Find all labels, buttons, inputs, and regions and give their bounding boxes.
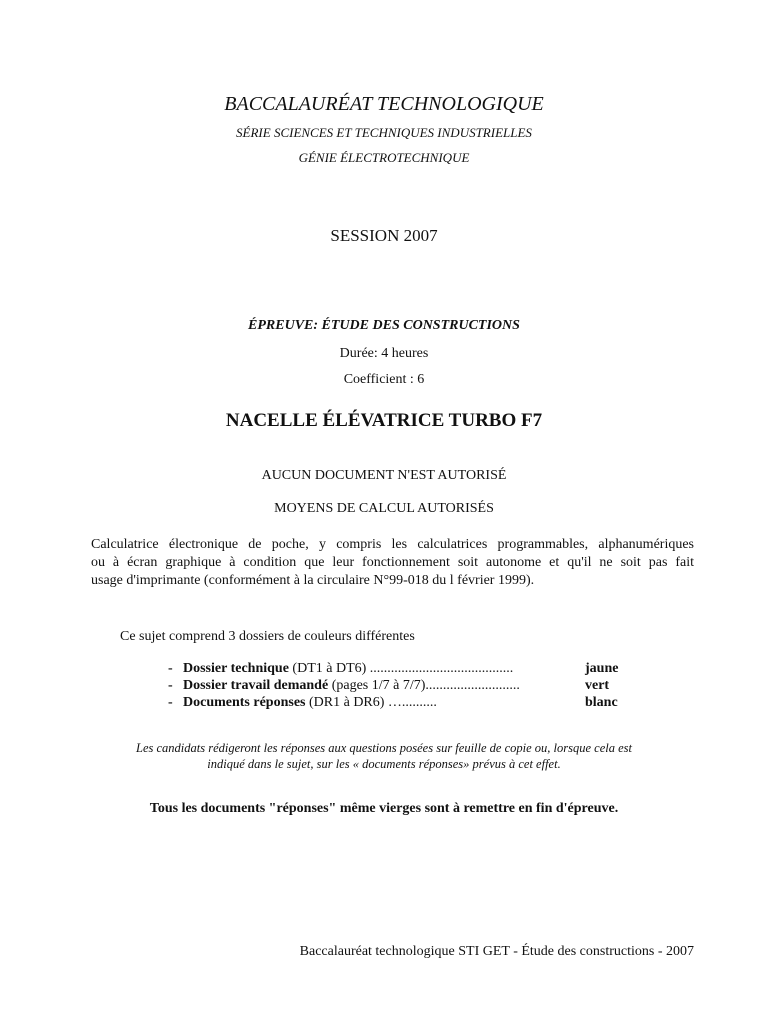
exam-serie: SÉRIE SCIENCES ET TECHNIQUES INDUSTRIELLES xyxy=(236,125,532,140)
calculator-line: Calculatrice électronique de poche, y compris les calculatrices programmables, alphanumériques xyxy=(91,537,694,552)
duree-label: Durée: 4 heures xyxy=(339,346,429,361)
dossier-detail: (DR1 à DR6) ….......... xyxy=(305,695,437,710)
dossiers-list xyxy=(168,661,668,712)
calculator-line: usage d'imprimante (conformément à la circulaire N°99-018 du l février 1999). xyxy=(91,573,535,588)
dossier-color: jaune xyxy=(585,661,619,676)
list-item xyxy=(168,695,668,712)
dossier-name: Documents réponses xyxy=(183,695,306,710)
dossier-detail: (DT1 à DT6) ......................................... xyxy=(288,661,514,676)
session-label: SESSION 2007 xyxy=(330,226,438,245)
dossier-color: vert xyxy=(585,678,610,693)
dossiers-intro: Ce sujet comprend 3 dossiers de couleurs différentes xyxy=(120,629,415,644)
list-dash: - xyxy=(168,678,173,693)
exam-title: BACCALAURÉAT TECHNOLOGIQUE xyxy=(224,93,544,115)
list-item xyxy=(168,678,668,695)
coefficient-label: Coefficient : 6 xyxy=(343,372,425,387)
dossier-detail: (pages 1/7 à 7/7)........................... xyxy=(328,678,520,693)
dossier-color: blanc xyxy=(585,695,618,710)
list-dash: - xyxy=(168,661,173,676)
return-documents-notice: Tous les documents "réponses" même vierges sont à remettre en fin d'épreuve. xyxy=(149,801,619,816)
dossier-label xyxy=(183,695,437,711)
dossier-name: Dossier travail demandé xyxy=(183,678,329,693)
calc-means-heading: MOYENS DE CALCUL AUTORISÉS xyxy=(274,501,494,516)
dossier-label xyxy=(183,661,513,677)
epreuve-title: ÉPREUVE: ÉTUDE DES CONSTRUCTIONS xyxy=(248,318,520,333)
no-document-rule: AUCUN DOCUMENT N'EST AUTORISÉ xyxy=(261,468,507,483)
dossier-name: Dossier technique xyxy=(183,661,289,676)
subject-title: NACELLE ÉLÉVATRICE TURBO F7 xyxy=(225,410,543,431)
dossier-label xyxy=(183,678,520,694)
page-footer: Baccalauréat technologique STI GET - Étude des constructions - 2007 xyxy=(299,944,694,959)
list-dash: - xyxy=(168,695,173,710)
calculator-paragraph xyxy=(91,536,694,590)
instruction-line: indiqué dans le sujet, sur les « documents réponses» prévus à cet effet. xyxy=(207,757,561,771)
instruction-line: Les candidats rédigeront les réponses aux questions posées sur feuille de copie ou, lorsque cela est xyxy=(136,741,632,755)
calculator-line: ou à écran graphique à condition que leur fonctionnement soit autonome et qu'il ne soit pas fait xyxy=(91,555,694,570)
exam-genie: GÉNIE ÉLECTROTECHNIQUE xyxy=(298,150,470,165)
candidates-instructions xyxy=(0,740,768,772)
list-item xyxy=(168,661,668,678)
